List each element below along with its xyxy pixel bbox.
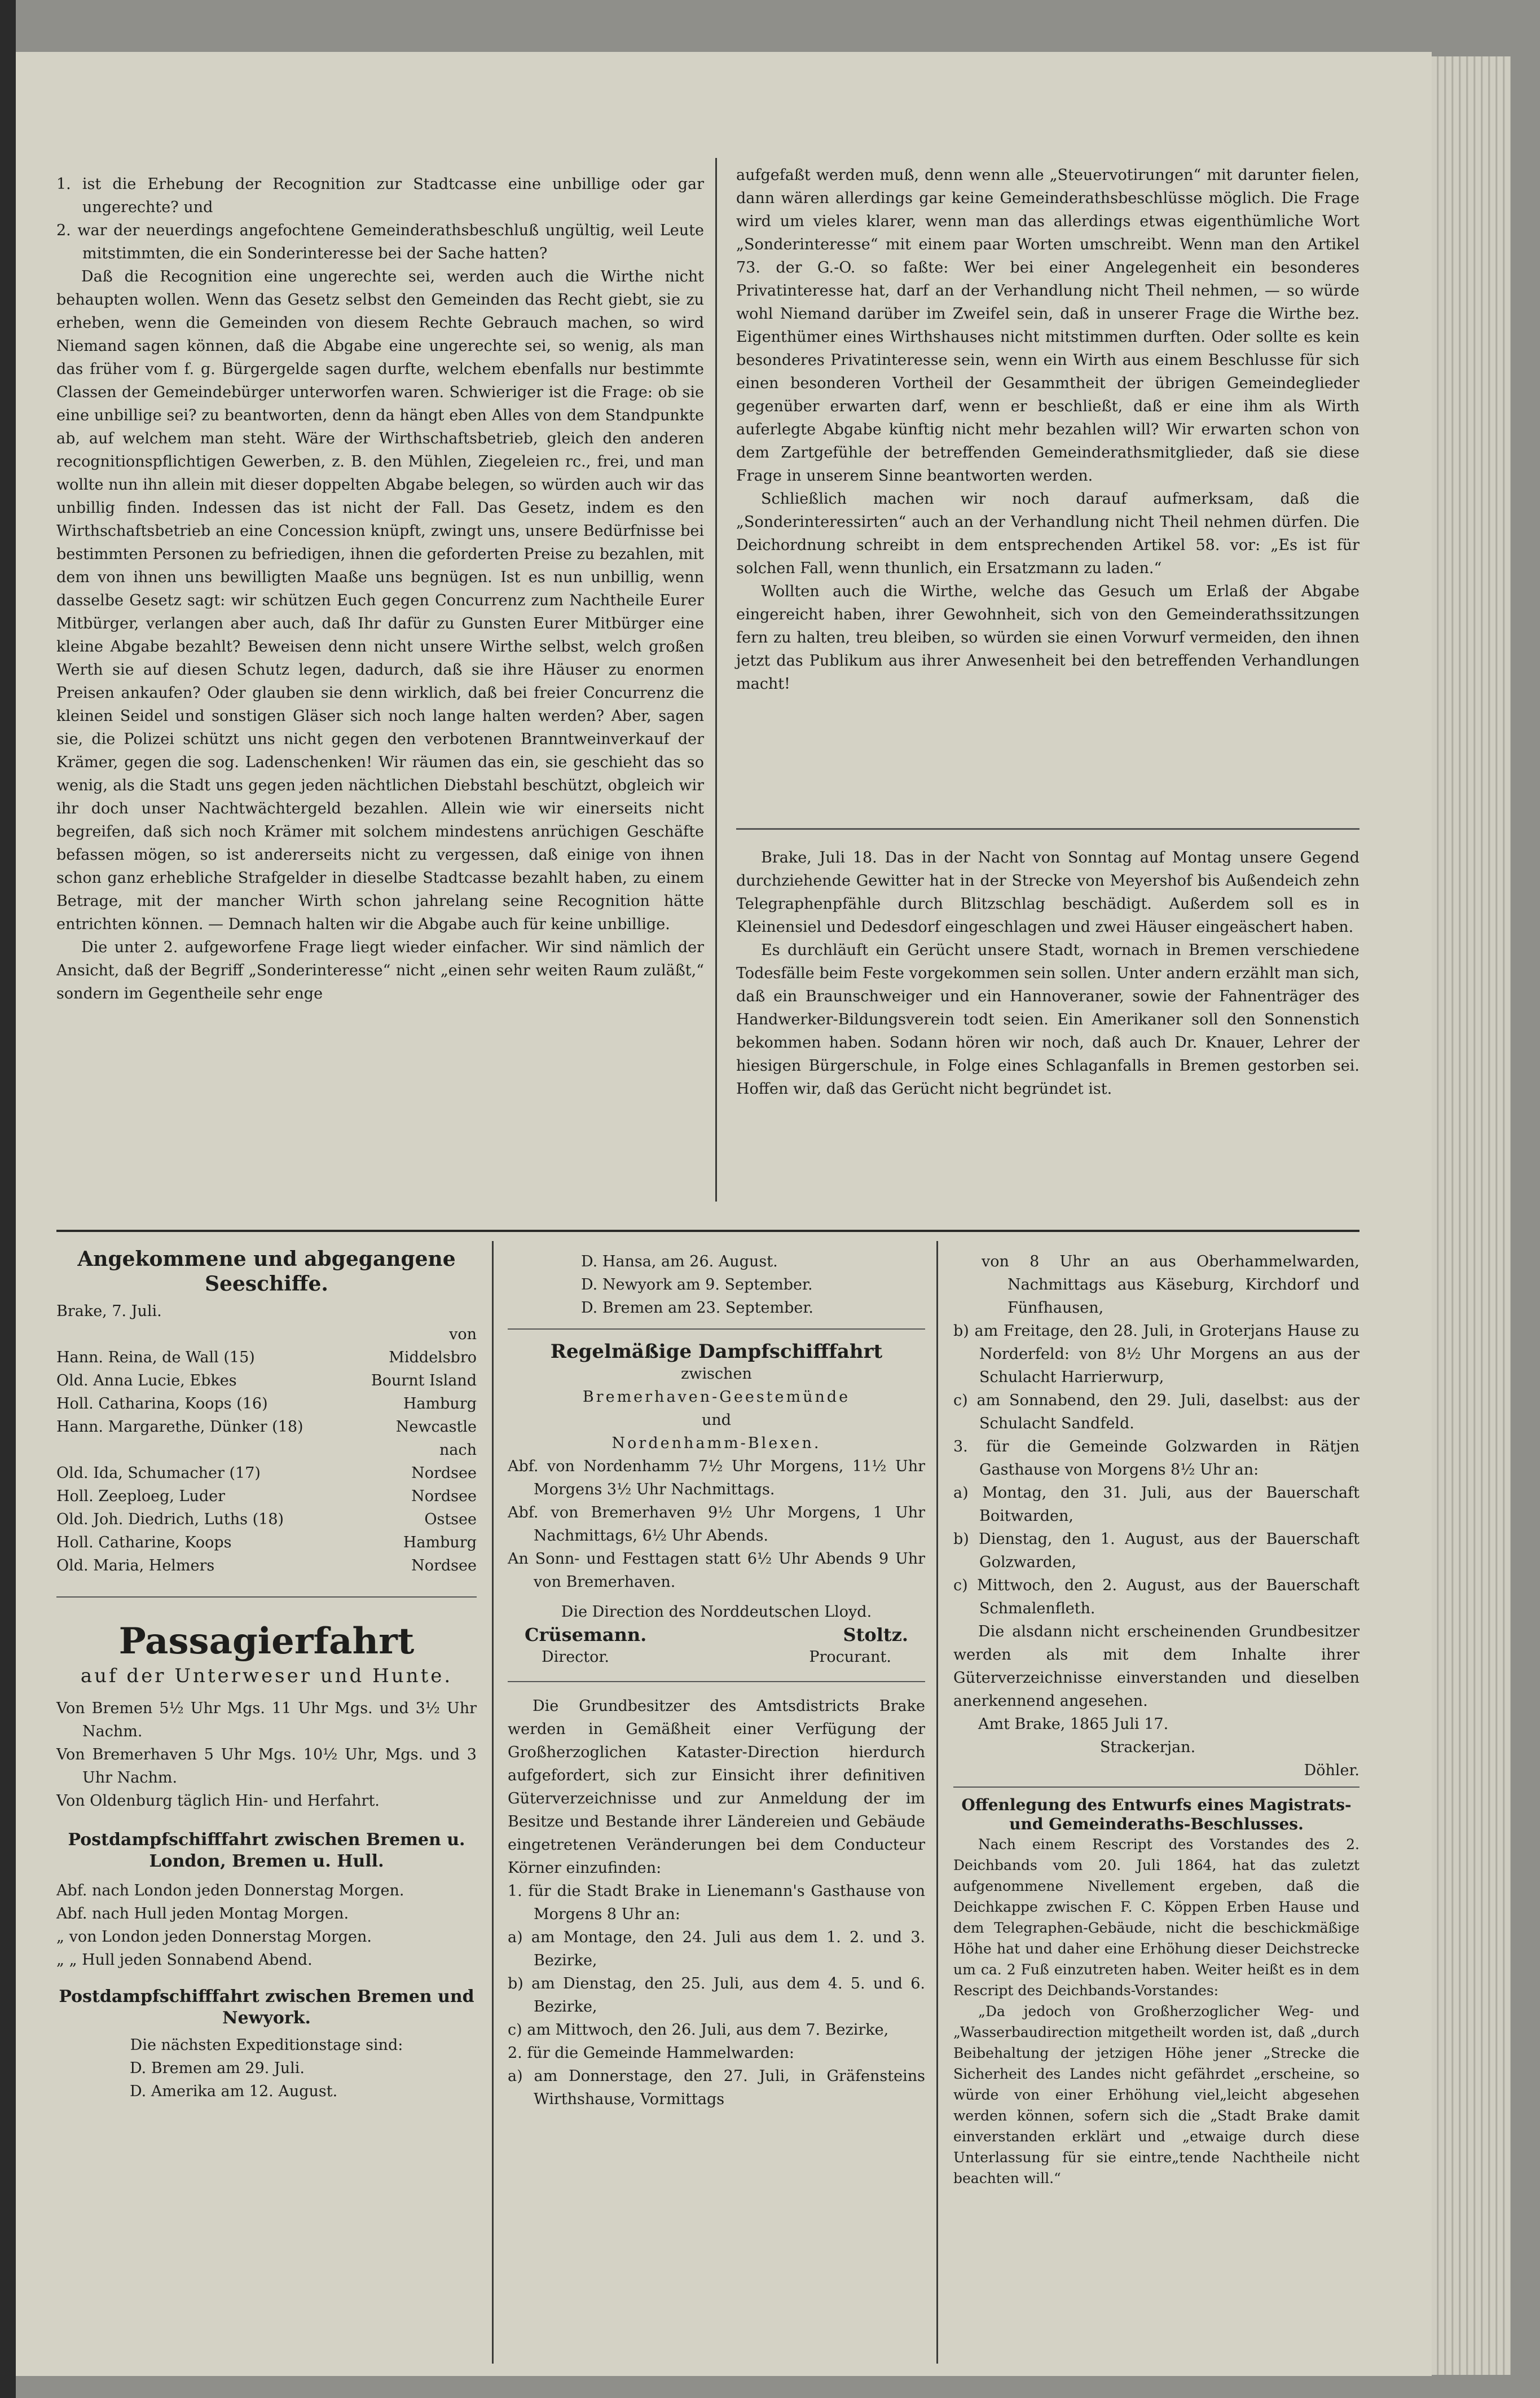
notice-item: 3. für die Gemeinde Golzwarden in Rätjen Gasthause von Morgens 8½ Uhr an:: [953, 1438, 1359, 1479]
newyork-intro: Die nächsten Expeditionstage sind:: [130, 2036, 403, 2054]
offenlegung-body: [953, 1834, 1359, 2189]
sailing-date: D. Bremen am 23. September.: [581, 1299, 813, 1317]
newyork-dates-cont: [508, 1250, 925, 1319]
list-item: [56, 1485, 477, 1508]
ship-port: Nordsee: [411, 1488, 477, 1505]
steamer-sub-2: Bremerhaven-Geestemünde: [582, 1388, 851, 1406]
column-divider: [492, 1241, 494, 2364]
news-brake-storm: Brake, Juli 18. Das in der Nacht von Sonntag auf Montag unsere Gegend durchziehende Gewitter hat in der Strecke von Meyershof bis Außendeich zehn Telegraphenpfähle durch Blitzschlag beschädigt. Außerdem soll es in Kleinensiel und Dedesdorf eingeschlagen und zwei Häuser eingeäschert haben.: [736, 849, 1359, 936]
ship-name: Old. Anna Lucie, Ebkes: [56, 1372, 237, 1389]
sailing-date: D. Amerika am 12. August.: [130, 2083, 338, 2100]
article-paragraph: aufgefaßt werden muß, denn wenn alle „Steuervotirungen“ mit darunter fielen, dann wären allerdings gar keine Gemeinderathsbeschlüsse möglich. Die Frage wird um vieles klarer, wenn man das allerdings etwas eigenthümliche Wort „Sonderinteresse“ mit einem paar Worten umschreibt. Wenn man den Artikel 73. der G.-O. so faßte: Wer bei einer Angelegenheit ein besonderes Privatinteresse hat, darf an der Verhandlung nicht Theil nehmen, — so würde wohl Niemand darüber im Zweifel sein, daß in unserer Frage die Wirthe bez. Eigenthümer eines Wirthshauses nicht mitstimmen durften. Oder sollte es kein besonderes Privatinteresse sein, wenn ein Wirth aus einem Beschlusse für sich einen besonderen Vortheil der Gesammtheit der übrigen Gemeindeglieder gegenüber erwarten darf, wenn er beschließt, daß er eine ihm als Wirth auferlegte Abgabe künftig nicht mehr bezahlen will? Wir erwarten schon von dem Zartgefühle der betreffenden Gemeinderathsmitglieder, daß sie diese Frage in unserem Sinne beantworten werden.: [736, 166, 1359, 485]
ship-port: Bournt Island: [371, 1372, 477, 1389]
notice-item: c) am Sonnabend, den 29. Juli, daselbst: aus der Schulacht Sandfeld.: [953, 1392, 1359, 1432]
schedule-line: Von Bremen 5½ Uhr Mgs. 11 Uhr Mgs. und 3½ Uhr Nachm.: [56, 1700, 477, 1740]
notice-item: a) am Donnerstage, den 27. Juli, in Gräfensteins Wirthshause, Vormittags: [508, 2067, 925, 2108]
passenger-schedule: [56, 1697, 477, 1812]
section-rule: [736, 828, 1359, 830]
passenger-title: Passagierfahrt: [118, 1620, 415, 1662]
notice-intro: Die Grundbesitzer des Amtsdistricts Brake werden in Gemäßheit einer Verfügung der Großherzoglichen Kataster-Direction hierdurch aufgefordert, sich zur Einsicht ihrer definitiven Güterverzeichnisse und zur Anmeldung der im Besitze und Bestande ihrer Ländereien und Gebäude eingetretenen Veränderungen bei dem Conducteur Körner einzufinden:: [508, 1697, 925, 1877]
notice-item: 1. für die Stadt Brake in Lienemann's Gasthause von Morgens 8 Uhr an:: [508, 1882, 925, 1923]
von-label: von: [449, 1326, 477, 1343]
notice-item: c) Mittwoch, den 2. August, aus der Bauerschaft Schmalenfleth.: [953, 1577, 1359, 1617]
ad-divider: [508, 1328, 925, 1330]
departures-list: [56, 1462, 477, 1577]
list-item: [56, 1554, 477, 1577]
notice-item: b) am Dienstag, den 25. Juli, aus dem 4. 5. und 6. Bezirke,: [508, 1975, 925, 2016]
signature-title: Procurant.: [809, 1648, 891, 1666]
notice-signer: Döhler.: [1304, 1762, 1359, 1779]
ad-divider: [953, 1787, 1359, 1788]
signature-name: Stoltz.: [843, 1624, 908, 1645]
article-left-column: [56, 173, 704, 1005]
signature-name: Crüsemann.: [525, 1624, 647, 1645]
ship-port: Ostsee: [424, 1511, 477, 1528]
schedule-line: Abf. von Nordenhamm 7½ Uhr Morgens, 11½ Uhr Morgens 3½ Uhr Nachmittags.: [508, 1458, 925, 1498]
schedule-line: „ von London jeden Donnerstag Morgen.: [56, 1928, 372, 1946]
signatures: [508, 1623, 925, 1646]
question-1: 1. ist die Erhebung der Recognition zur Stadtcasse eine unbillige oder gar ungerechte? und: [56, 175, 704, 216]
nach-label: nach: [439, 1441, 477, 1459]
column-divider: [936, 1241, 938, 2364]
ship-port: Hamburg: [403, 1534, 477, 1551]
steamer-sub-3: und: [701, 1411, 732, 1429]
list-item: [56, 1346, 477, 1369]
article-paragraph: Die unter 2. aufgeworfene Frage liegt wieder einfacher. Wir sind nämlich der Ansicht, daß der Begriff „Sonderinteresse“ nicht „einen sehr weiten Raum zuläßt,“ sondern im Gegentheile sehr enge: [56, 939, 704, 1002]
ship-name: Old. Maria, Helmers: [56, 1557, 215, 1574]
ship-port: Middelsbro: [389, 1349, 477, 1366]
sailing-date: D. Bremen am 29. Juli.: [130, 2060, 305, 2077]
schedule-line: Abf. von Bremerhaven 9½ Uhr Morgens, 1 Uhr Nachmittags, 6½ Uhr Abends.: [508, 1504, 925, 1545]
steamer-schedule: [508, 1455, 925, 1594]
arrivals-list: [56, 1346, 477, 1438]
london-title: Postdampfschifffahrt zwischen Bremen u. London, Bremen u. Hull.: [68, 1830, 465, 1871]
notice-item: b) Dienstag, den 1. August, aus der Bauerschaft Golzwarden,: [953, 1530, 1359, 1571]
schedule-line: An Sonn- und Festtagen statt 6½ Uhr Abends 9 Uhr von Bremerhaven.: [508, 1550, 925, 1591]
notice-item: a) am Montage, den 24. Juli aus dem 1. 2. und 3. Bezirke,: [508, 1929, 925, 1969]
notice-item: c) am Mittwoch, den 26. Juli, aus dem 7. Bezirke,: [508, 2021, 889, 2039]
ad-divider: [508, 1681, 925, 1682]
schedule-line: Abf. nach Hull jeden Montag Morgen.: [56, 1905, 349, 1922]
steamer-sub-1: zwischen: [681, 1365, 752, 1383]
ship-port: Nordsee: [411, 1557, 477, 1574]
ads-separator-rule: [56, 1230, 1359, 1232]
notice-place-date: Amt Brake, 1865 Juli 17.: [978, 1715, 1169, 1733]
sailing-date: D. Hansa, am 26. August.: [581, 1253, 778, 1270]
question-2: 2. war der neuerdings angefochtene Gemeinderathsbeschluß ungültig, weil Leute mitstimmten, die ein Sonderinteresse bei der Sache hatten?: [56, 222, 704, 262]
sailing-date: D. Newyork am 9. September.: [581, 1276, 813, 1293]
ship-name: Old. Ida, Schumacher (17): [56, 1464, 261, 1482]
schedule-line: „ „ Hull jeden Sonnabend Abend.: [56, 1951, 313, 1969]
news-rumour: Es durchläuft ein Gerücht unsere Stadt, wornach in Bremen verschiedene Todesfälle beim Feste vorgekommen sein sollen. Unter andern erzählt man sich, daß ein Braunschweiger und ein Hannoveraner, sowie der Fahnenträger des Handwerker-Bildungsverein todt seien. Ein Amerikaner soll den Sonnenstich bekommen haben. Sodann hören wir noch, daß auch Dr. Knauer, Lehrer der hiesigen Bürgerschule, in Folge eines Schlaganfalls in Bremen gestorben sei. Hoffen wir, daß das Gerücht nicht begründet ist.: [736, 941, 1359, 1098]
ships-date: Brake, 7. Juli.: [56, 1303, 162, 1320]
steamer-sub-4: Nordenhamm-Blexen.: [611, 1435, 821, 1452]
london-schedule: [56, 1879, 477, 1972]
notice-signer: Strackerjan.: [1100, 1739, 1196, 1756]
newyork-dates: [56, 2057, 477, 2103]
article-paragraph: Schließlich machen wir noch darauf aufmerksam, daß die „Sonderinteressirten“ auch an der Verhandlung nicht Theil nehmen dürfen. Die Deichordnung schreibt in dem entsprechenden Artikel 58. vor: „Es ist für solchen Fall, wenn thunlich, ein Ersatzmann zu laden.“: [736, 490, 1359, 577]
land-notice: [508, 1695, 925, 2111]
passenger-subtitle: auf der Unterweser und Hunte.: [80, 1665, 453, 1687]
ad-divider: [56, 1596, 477, 1598]
ships-title: Angekommene und abgegangene Seeschiffe.: [77, 1247, 456, 1296]
article-right-column: [736, 164, 1359, 696]
notice-item: b) am Freitage, den 28. Juli, in Groterjans Hause zu Norderfeld: von 8½ Uhr Morgens an aus der Schulacht Harrierwurp,: [953, 1322, 1359, 1386]
ads-column-2: [508, 1250, 925, 2111]
ship-name: Hann. Margarethe, Dünker (18): [56, 1418, 303, 1436]
ship-port: Nordsee: [411, 1464, 477, 1482]
page-edges: [1432, 56, 1511, 2375]
notice-closing: Die alsdann nicht erscheinenden Grundbesitzer werden als mit dem Inhalte ihrer Güterverzeichnisse einverstanden und dieselben anerkennend angesehen.: [953, 1623, 1359, 1710]
local-news: [736, 846, 1359, 1101]
column-divider: [715, 158, 717, 1202]
ship-port: Hamburg: [403, 1395, 477, 1413]
ship-name: Hann. Reina, de Wall (15): [56, 1349, 255, 1366]
binding-gutter: [0, 0, 16, 2398]
ship-port: Newcastle: [395, 1418, 477, 1436]
schedule-line: Von Oldenburg täglich Hin- und Herfahrt.: [56, 1792, 380, 1810]
lloyd-direction: Die Direction des Norddeutschen Lloyd.: [561, 1603, 872, 1621]
offenlegung-title: Offenlegung des Entwurfs eines Magistrats- und Gemeinderaths-Beschlusses.: [961, 1796, 1352, 1833]
ship-name: Old. Joh. Diedrich, Luths (18): [56, 1511, 284, 1528]
newyork-title: Postdampfschifffahrt zwischen Bremen und Newyork.: [59, 1987, 474, 2028]
offenlegung-quote: „Da jedoch von Großherzoglicher Weg- und „Wasserbaudirection mitgetheilt worden ist, daß „durch Beibehaltung der jetzigen Höhe jener „Strecke die Sicherheit des Landes nicht gefährdet „erscheine, so würde von einer Erhöhung viel„leicht abgesehen werden können, sofern sich die „Stadt Brake damit einverstanden erklärt und „etwaige durch diese Unterlassung für sie eintre„tende Nachtheile nicht beachten will.“: [953, 2003, 1359, 2186]
ship-name: Holl. Zeeploeg, Luder: [56, 1488, 226, 1505]
steamer-title: Regelmäßige Dampfschifffahrt: [550, 1340, 883, 1363]
schedule-line: Von Bremerhaven 5 Uhr Mgs. 10½ Uhr, Mgs. und 3 Uhr Nachm.: [56, 1746, 477, 1787]
article-paragraph: Daß die Recognition eine ungerechte sei, werden auch die Wirthe nicht behaupten wollen. Wenn das Gesetz selbst den Gemeinden das Recht giebt, sie zu erheben, wenn die Gemeinden von diesem Rechte Gebrauch machen, so wird Niemand sagen können, daß die Abgabe eine ungerechte sei, so wenig, als man das früher vom f. g. Bürgergelde sagen durfte, welchem ebenfalls nur bestimmte Classen der Gemeindebürger unterworfen waren. Schwieriger ist die Frage: ob sie eine unbillige sei? zu beantworten, denn da hängt eben Alles von dem Standpunkte ab, auf welchem man steht. Wäre der Wirthschaftsbetrieb, gleich den anderen recognitionspflichtigen Gewerben, z. B. den Mühlen, Ziegeleien rc., frei, und man wollte nun ihn allein mit dieser doppelten Abgabe belegen, so würden auch wir das unbillig finden. Indessen das ist nicht der Fall. Das Gesetz, indem es den Wirthschaftsbetrieb an eine Concession knüpft, zwingt uns, unsere Bedürfnisse bei bestimmten Personen zu befriedigen, ihnen die geforderten Preise zu bezahlen, mit dem von ihnen uns bewilligten Maaße uns begnügen. Ist es nun unbillig, wenn dasselbe Gesetz sagt: wir schützen Euch gegen Concurrenz zum Nachtheile Eurer Mitbürger, verlangen aber auch, daß Ihr dafür zu Gunsten Eurer Mitbürger eine kleine Abgabe bezahlt? Beweisen denn nicht unsere Wirthe selbst, welch großen Werth sie auf diesen Schutz legen, dadurch, daß sie ihre Häuser zu enormen Preisen ankaufen? Oder glauben sie denn wirklich, daß bei freier Concurrenz die kleinen Seidel und sonstigen Gläser sich noch lange halten werden? Aber, sagen sie, die Polizei schützt uns nicht gegen den verbotenen Branntweinverkauf der Krämer, gegen die sog. Ladenschenken! Wir räumen das ein, sie geschieht das so wenig, als die Stadt uns gegen jeden nächtlichen Diebstahl beschützt, obgleich wir ihr doch unser Nachtwächtergeld bezahlen. Allein wie wir einerseits nicht begreifen, daß sich noch Krämer mit solchem mindestens anrüchigen Geschäfte befassen mögen, so ist andererseits nicht zu vergessen, daß einige von ihnen schon ganz erhebliche Strafgelder in dieselbe Stadtcasse bezahlt haben, zu einem Betrage, mit der mancher Wirth schon jahrelang seine Recognition hätte entrichten können. — Demnach halten wir die Abgabe auch für keine unbillige.: [56, 268, 704, 933]
list-item: [56, 1531, 477, 1554]
ship-name: Holl. Catharina, Koops (16): [56, 1395, 268, 1413]
notice-item: 2. für die Gemeinde Hammelwarden:: [508, 2044, 795, 2062]
list-item: [56, 1462, 477, 1485]
notice-item: von 8 Uhr an aus Oberhammelwarden, Nachmittags aus Käseburg, Kirchdorf und Fünfhausen,: [982, 1253, 1359, 1317]
list-item: [56, 1369, 477, 1392]
list-item: [56, 1392, 477, 1415]
ship-name: Holl. Catharine, Koops: [56, 1534, 232, 1551]
signature-title: Director.: [542, 1648, 609, 1666]
list-item: [56, 1508, 477, 1531]
land-notice-cont: [953, 1250, 1359, 1782]
notice-item: a) Montag, den 31. Juli, aus der Bauerschaft Boitwarden,: [953, 1484, 1359, 1525]
list-item: [56, 1415, 477, 1438]
ads-column-1: [56, 1247, 477, 2103]
ads-column-3: [953, 1250, 1359, 2189]
article-paragraph: Wollten auch die Wirthe, welche das Gesuch um Erlaß der Abgabe eingereicht haben, ihrer Gewohnheit, sich von den Gemeinderathssitzungen fern zu halten, treu bleiben, so würden sie einen Vorwurf vermeiden, den ihnen jetzt das Publikum aus ihrer Anwesenheit bei den betreffenden Verhandlungen macht!: [736, 583, 1359, 693]
signature-titles: [508, 1646, 925, 1669]
offenlegung-paragraph: Nach einem Rescript des Vorstandes des 2. Deichbands vom 20. Juli 1864, hat das zuletzt aufgenommene Nivellement ergeben, daß die Deichkappe zwischen F. C. Köppen Erben Hause und dem Telegraphen-Gebäude, nicht die beschickmäßige Höhe hat und daher eine Erhöhung dieser Deichstrecke um ca. 2 Fuß einzutreten haben. Weiter heißt es in dem Rescript des Deichbands-Vorstandes:: [953, 1836, 1359, 1999]
schedule-line: Abf. nach London jeden Donnerstag Morgen.: [56, 1882, 404, 1899]
